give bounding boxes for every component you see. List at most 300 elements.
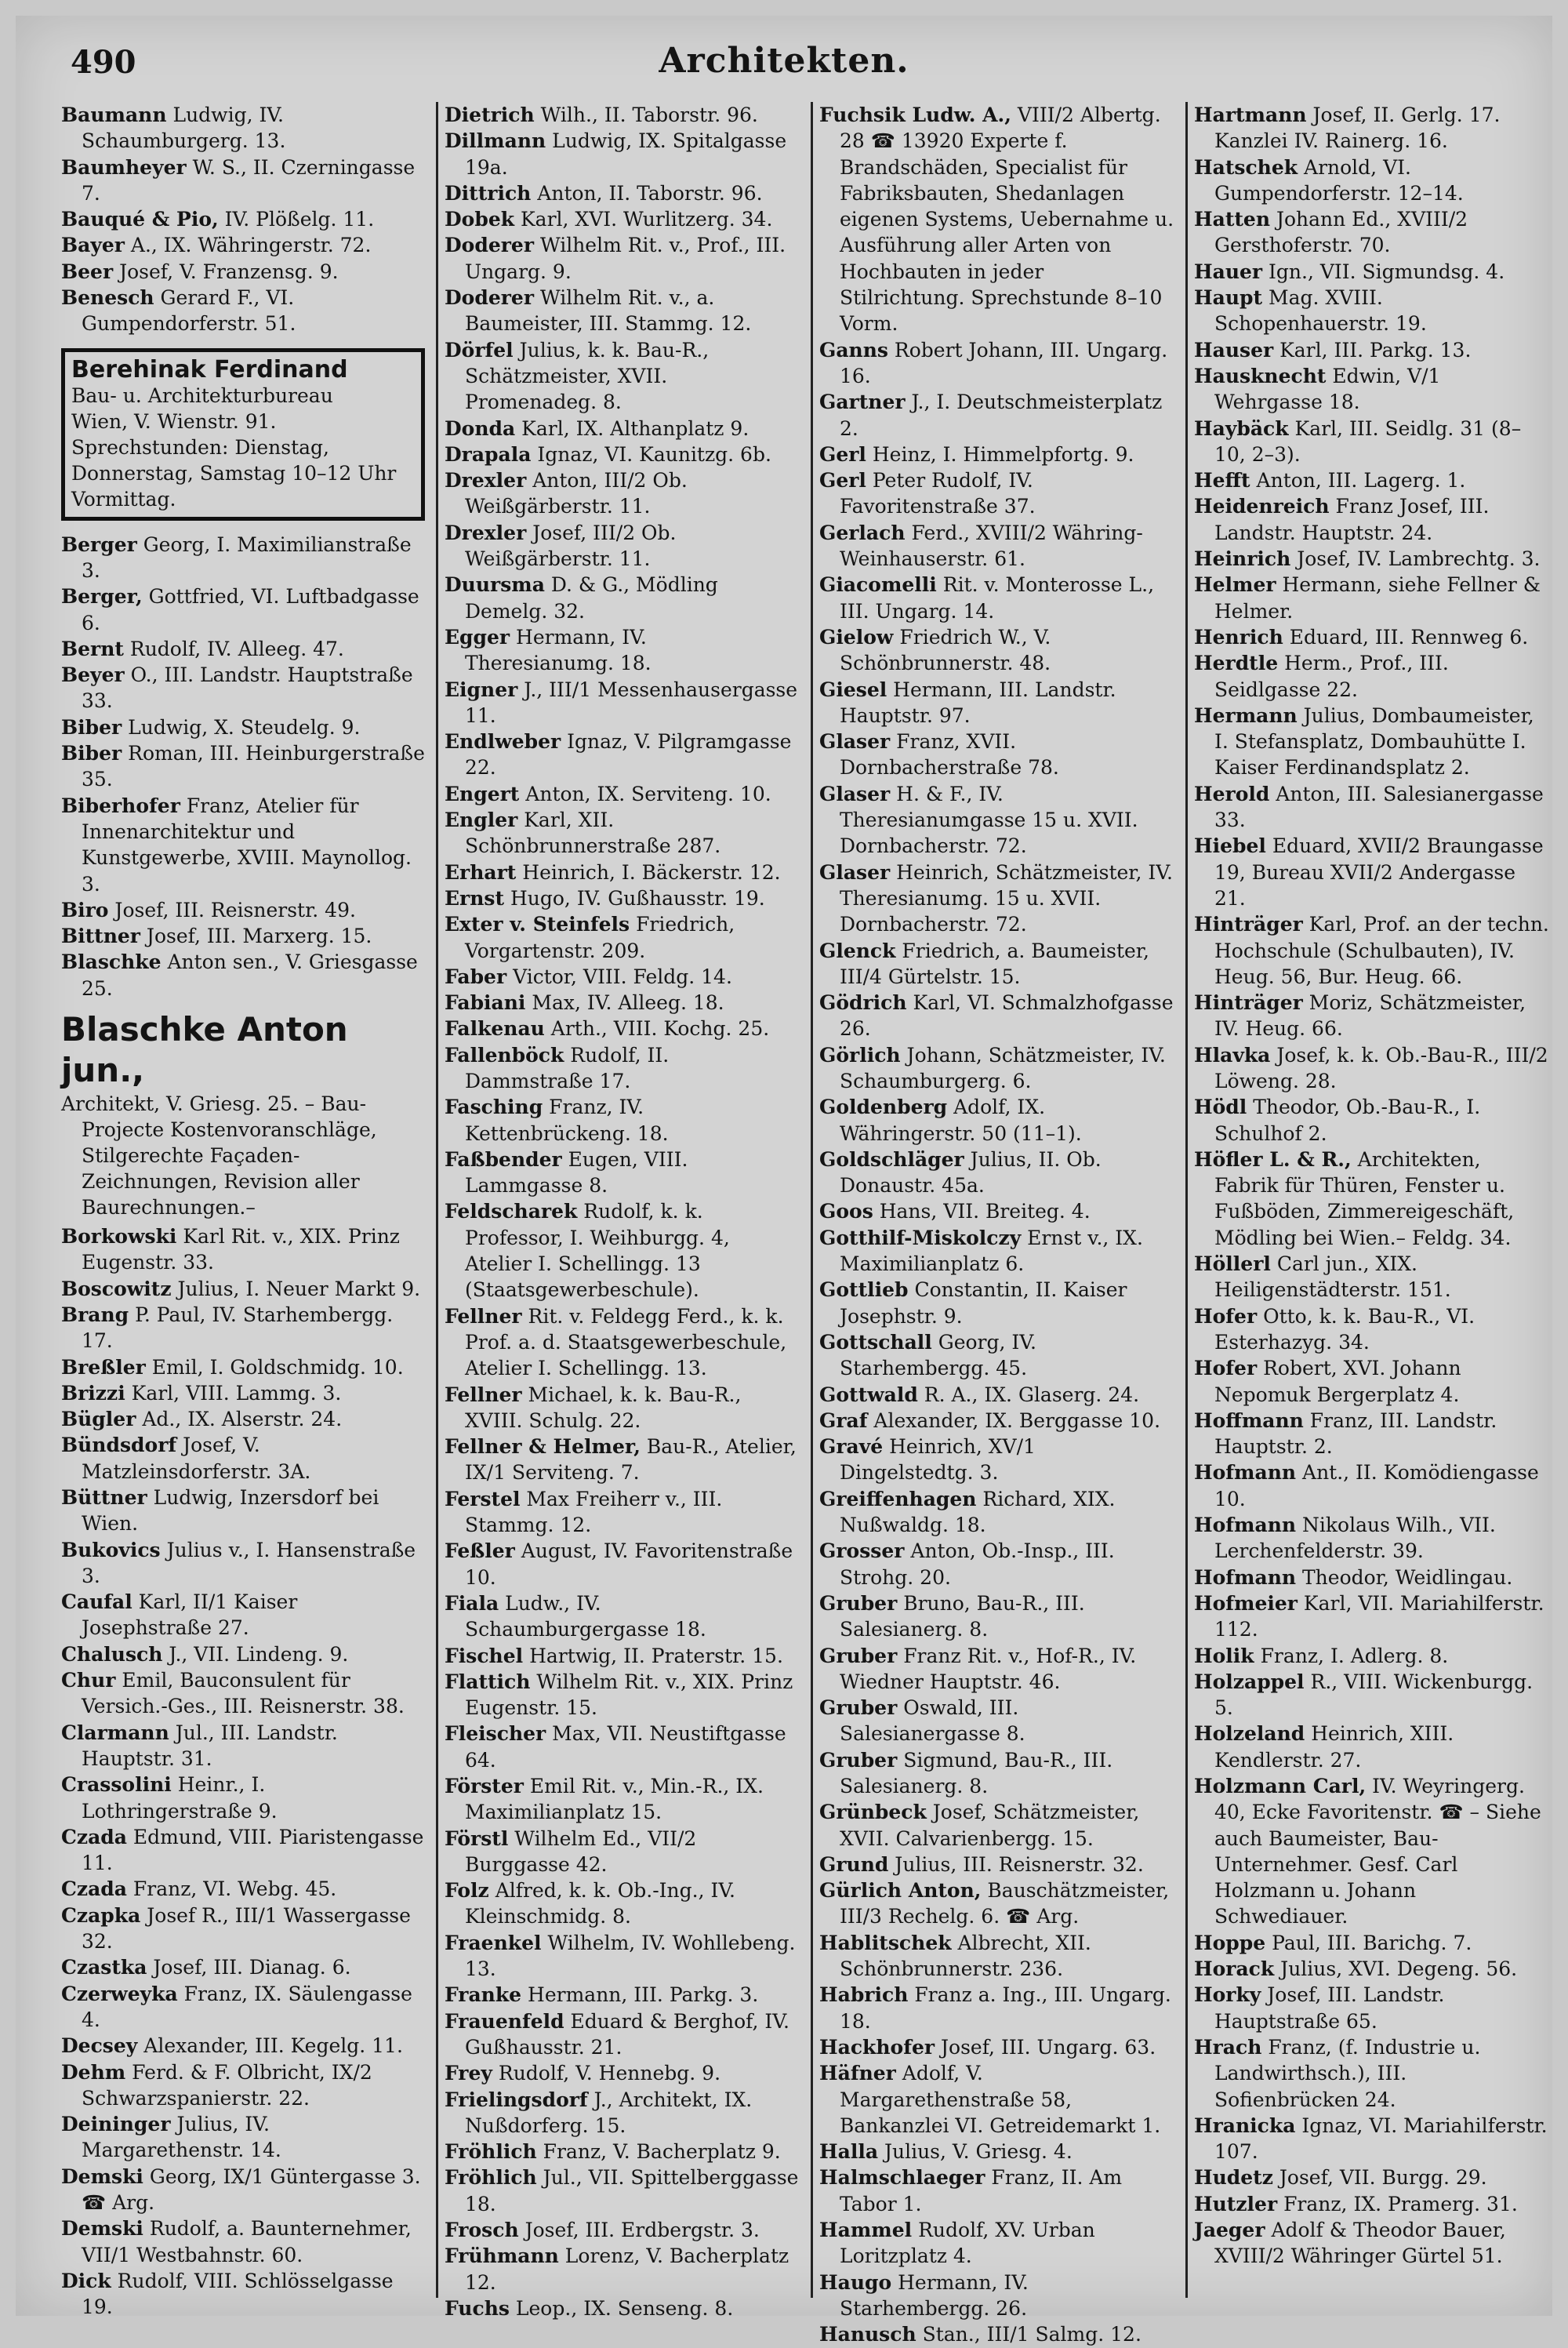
entry-details: Rit. v. Feldegg Ferd., k. k. Prof. a. d. Staatsgewerbeschule, Atelier I. Schellingg. 13.: [465, 1304, 787, 1380]
entry-details: Eduard & Berghof, IV. Gußhausstr. 21.: [465, 2009, 789, 2059]
entry-details: Karl, VII. Mariahilferstr. 112.: [1214, 1591, 1544, 1641]
directory-entry: [1194, 1408, 1549, 1460]
entry-details: Peter Rudolf, IV. Favoritenstraße 37.: [840, 469, 1036, 518]
entry-name: Holzappel: [1194, 1670, 1305, 1693]
ad-line: Bau- u. Architekturbureau: [71, 383, 333, 407]
entry-details: Anton, III. Salesianergasse 33.: [1214, 782, 1544, 832]
entry-details: Julius, XVI. Degeng. 56.: [1274, 1957, 1518, 1981]
entry-details: Ludwig, IX. Spitalgasse 19a.: [465, 129, 787, 179]
directory-entry: [1194, 102, 1549, 154]
directory-entry: [819, 938, 1174, 990]
directory-entry: [445, 1773, 800, 1826]
directory-entry: [819, 729, 1174, 781]
directory-entry: [445, 285, 800, 337]
directory-entry: [61, 636, 425, 662]
entry-name: Demski: [61, 2217, 143, 2241]
directory-entry: [61, 2033, 425, 2059]
entry-details: Franz, (f. Industrie u. Landwirthsch.), III. Sofienbrücken 24.: [1214, 2035, 1481, 2111]
directory-entry: [445, 572, 800, 624]
entry-name: Gottschall: [819, 1330, 932, 1354]
entry-details: Georg, IV. Starhembergg. 45.: [840, 1330, 1036, 1380]
directory-entry: [819, 389, 1174, 442]
directory-entry: [819, 520, 1174, 572]
directory-entry: [819, 1486, 1174, 1539]
entry-details: Gerard F., VI. Gumpendorferstr. 51.: [82, 286, 296, 336]
entry-details: Heinr., I. Lothringerstraße 9.: [82, 1773, 278, 1823]
entry-details: IV. Plößelg. 11.: [218, 208, 375, 231]
entry-details: IV. Weyringerg. 40, Ecke Favoritenstr. ☎ – Siehe auch Baumeister, Bau-Unternehmer. Gesf. Carl Holzmann u. Johann Schwediauer.: [1214, 1775, 1541, 1928]
entry-name: Franke: [445, 1983, 522, 2007]
entry-details: Karl, III. Seidlg. 31 (8–10, 2–3).: [1214, 416, 1522, 466]
entry-name: Fasching: [445, 1096, 543, 1119]
entry-name: Hlavka: [1194, 1043, 1271, 1067]
entry-name: Gotthilf-Miskolczy: [819, 1226, 1022, 1249]
entry-details: Wilhelm Rit. v., XIX. Prinz Eugenstr. 15.: [465, 1670, 793, 1720]
page-header: [47, 38, 1521, 85]
entry-details: Anton, III/2 Ob. Weißgärberstr. 11.: [465, 469, 688, 518]
directory-entry: [61, 1223, 425, 1276]
entry-details: Rudolf, a. Baunternehmer, VII/1 Westbahnstr. 60.: [82, 2217, 412, 2266]
entry-name: Blaschke: [61, 950, 162, 974]
entry-name: Fellner & Helmer,: [445, 1435, 641, 1459]
directory-entry: [445, 1042, 800, 1095]
directory-entry: [819, 467, 1174, 520]
directory-entry: [61, 1772, 425, 1824]
entry-name: Crassolini: [61, 1773, 172, 1797]
directory-entry: [1194, 1251, 1549, 1303]
entry-name: Doderer: [445, 286, 534, 310]
entry-details: Leop., IX. Senseng. 8.: [509, 2296, 734, 2320]
entry-name: Hofmeier: [1194, 1591, 1298, 1615]
entry-name: Bündsdorf: [61, 1434, 177, 1457]
entry-details: Constantin, II. Kaiser Josephstr. 9.: [840, 1278, 1127, 1328]
entry-details: Bauschätzmeister, III/3 Rechelg. 6. ☎ Arg.: [840, 1879, 1170, 1928]
entry-name: Dobek: [445, 208, 515, 231]
directory-entry: [819, 1408, 1174, 1434]
directory-entry: [61, 1432, 425, 1485]
entry-name: Gruber: [819, 1748, 898, 1772]
directory-entry: [1194, 337, 1549, 363]
entry-name: Doderer: [445, 234, 534, 257]
entry-name: Glenck: [819, 939, 896, 962]
entry-details: Heinrich, I. Bäckerstr. 12.: [516, 860, 781, 884]
entry-name: Czerweyka: [61, 1982, 178, 2005]
entry-details: Wilhelm, IV. Wohllebeng. 13.: [465, 1931, 796, 1981]
directory-entry: [819, 1747, 1174, 1800]
entry-details: Karl, Prof. an der techn. Hochschule (Schulbauten), IV. Heug. 56, Bur. Heug. 66.: [1214, 913, 1549, 988]
directory-entry: [445, 1930, 800, 1983]
directory-entry: [1194, 1982, 1549, 2034]
entry-details: Albrecht, XII. Schönbrunnerstr. 236.: [840, 1931, 1091, 1981]
directory-entry: [1194, 911, 1549, 990]
entry-details: Josef, V. Matzleinsdorferstr. 3A.: [82, 1434, 311, 1483]
entry-name: Benesch: [61, 286, 154, 310]
entry-name: Häfner: [819, 2062, 896, 2085]
directory-entry: [819, 2139, 1174, 2164]
directory-entry: [445, 180, 800, 206]
entry-details: Karl Rit. v., XIX. Prinz Eugenstr. 33.: [82, 1225, 400, 1274]
entry-details: Ferd. & F. Olbricht, IX/2 Schwarzspanierstr. 22.: [82, 2060, 372, 2110]
directory-entry: [819, 1877, 1174, 1930]
directory-entry: [61, 583, 425, 636]
entry-details: Otto, k. k. Bau-R., VI. Esterhazyg. 34.: [1214, 1304, 1475, 1354]
entry-name: Brizzi: [61, 1381, 125, 1405]
directory-entry: [445, 232, 800, 285]
directory-entry: [445, 1721, 800, 1773]
advertisement-entry: [61, 1009, 425, 1220]
directory-entry: [61, 1981, 425, 2034]
entry-name: Breßler: [61, 1355, 146, 1379]
entry-name: Frielingsdorf: [445, 2088, 588, 2111]
ad-description: Architekt, V. Griesg. 25. – Bau-Projecte Kostenvoranschläge, Stilgerechte Façaden-Zeichnungen, Revision aller Baurechnungen.–: [61, 1092, 377, 1219]
entry-details: Lorenz, V. Bacherplatz 12.: [465, 2244, 789, 2294]
entry-details: Michael, k. k. Bau-R., XVIII. Schulg. 22.: [465, 1383, 742, 1432]
entry-name: Gravé: [819, 1435, 884, 1459]
entry-name: Boscowitz: [61, 1277, 172, 1300]
entry-name: Ganns: [819, 338, 888, 362]
entry-name: Hutzler: [1194, 2192, 1278, 2215]
entry-details: Josef, k. k. Ob.-Bau-R., III/2 Löweng. 28.: [1214, 1043, 1548, 1092]
entry-details: Franz, XVII. Dornbacherstraße 78.: [840, 730, 1059, 780]
entry-details: Heinrich, XV/1 Dingelstedtg. 3.: [840, 1435, 1036, 1485]
directory-entry: [445, 1982, 800, 2008]
directory-entry: [1194, 2191, 1549, 2217]
entry-name: Borkowski: [61, 1225, 177, 1249]
entry-details: Franz, I. Adlerg. 8.: [1254, 1644, 1449, 1667]
entry-details: Julius, II. Ob. Donaustr. 45a.: [840, 1147, 1102, 1198]
directory-entry: [61, 532, 425, 584]
entry-details: Oswald, III. Salesianergasse 8.: [840, 1696, 1025, 1746]
entry-details: Josef R., III/1 Wassergasse 32.: [82, 1903, 411, 1954]
entry-name: Egger: [445, 625, 510, 649]
entry-name: Hrach: [1194, 2035, 1262, 2059]
entry-details: Josef, V. Franzensg. 9.: [113, 260, 339, 283]
directory-entry: [1194, 1930, 1549, 1956]
entry-name: Gottwald: [819, 1383, 918, 1406]
directory-entry: [61, 259, 425, 285]
entry-details: Alexander, III. Kegelg. 11.: [137, 2034, 403, 2058]
directory-entry: [445, 1643, 800, 1669]
directory-entry: [445, 1826, 800, 1878]
entry-details: Jul., III. Landstr. Hauptstr. 31.: [82, 1721, 338, 1770]
entry-details: Wilhelm Rit. v., a. Baumeister, III. Stammg. 12.: [465, 286, 752, 336]
directory-entry: [445, 1877, 800, 1930]
entry-name: Goos: [819, 1200, 873, 1223]
directory-entry: [1194, 1590, 1549, 1643]
entry-details: Karl, III. Parkg. 13.: [1273, 338, 1472, 362]
directory-entry: [445, 1094, 800, 1147]
entry-details: Ant., II. Komödiengasse 10.: [1214, 1461, 1539, 1510]
directory-entry: [61, 1485, 425, 1537]
entry-details: Anton, III. Lagerg. 1.: [1250, 469, 1466, 492]
entry-name: Duursma: [445, 573, 545, 597]
entry-name: Hablitschek: [819, 1931, 952, 1954]
entry-details: R. A., IX. Glaserg. 24.: [917, 1383, 1140, 1406]
directory-entry: [1194, 1773, 1549, 1930]
entry-name: Hefft: [1194, 469, 1250, 492]
entry-name: Hudetz: [1194, 2166, 1273, 2190]
directory-entry: [819, 1329, 1174, 1382]
ad-firm-name: Berehinak Ferdinand: [71, 355, 348, 383]
directory-entry: [445, 781, 800, 807]
entry-details: J., III/1 Messenhausergasse 11.: [465, 678, 798, 727]
entry-details: Anton, IX. Serviteng. 10.: [519, 782, 771, 805]
entry-name: Feßler: [445, 1539, 515, 1563]
directory-entry: [1194, 833, 1549, 911]
page-number: 490: [71, 44, 136, 81]
directory-entry: [445, 2060, 800, 2086]
entry-details: Nikolaus Wilh., VII. Lerchenfelderstr. 39.: [1214, 1514, 1496, 1563]
entry-details: Josef, III. Erdbergstr. 3.: [518, 2219, 760, 2242]
directory-entry: [1194, 1956, 1549, 1982]
directory-entry: [1194, 416, 1549, 468]
entry-name: Beyer: [61, 663, 125, 687]
directory-entry: [1194, 1094, 1549, 1147]
directory-entry: [1194, 1565, 1549, 1590]
directory-entry: [1194, 1147, 1549, 1251]
entry-name: Donda: [445, 416, 516, 440]
directory-entry: [819, 442, 1174, 467]
entry-name: Görlich: [819, 1043, 901, 1067]
entry-details: Georg, I. Maximilianstraße 3.: [82, 532, 412, 582]
directory-entry: [61, 1667, 425, 1720]
entry-details: Anton, II. Taborstr. 96.: [531, 181, 763, 205]
entry-details: Roman, III. Heinburgerstraße 35.: [82, 742, 425, 791]
entry-name: Fuchsik Ludw. A.,: [819, 104, 1011, 126]
directory-entry: [445, 337, 800, 416]
entry-name: Erhart: [445, 860, 517, 884]
entry-details: Ludwig, Inzersdorf bei Wien.: [82, 1485, 379, 1536]
directory-entry: [1194, 572, 1549, 624]
directory-entry: [819, 1695, 1174, 1747]
entry-details: Karl, VIII. Lammg. 3.: [125, 1381, 342, 1405]
entry-name: Hausknecht: [1194, 364, 1327, 387]
entry-details: Rudolf, XV. Urban Loritzplatz 4.: [840, 2219, 1095, 2268]
entry-details: Emil, I. Goldschmidg. 10.: [145, 1355, 404, 1379]
directory-entry: [1194, 1459, 1549, 1512]
directory-entry: [61, 285, 425, 337]
directory-entry: [61, 949, 425, 1001]
entry-details: Anton sen., V. Griesgasse 25.: [82, 950, 418, 1000]
directory-entry: [819, 2034, 1174, 2060]
entry-name: Dillmann: [445, 129, 546, 153]
ad-firm-name: Blaschke Anton jun.,: [61, 1010, 348, 1090]
directory-entry: [445, 860, 800, 885]
directory-entry: [61, 1589, 425, 1641]
entry-details: Josef, III. Dianag. 6.: [147, 1956, 351, 1979]
directory-entry: [819, 337, 1174, 390]
entry-details: Karl, II/1 Kaiser Josephstraße 27.: [82, 1590, 298, 1640]
directory-entry: [819, 572, 1174, 624]
entry-name: Gödrich: [819, 991, 907, 1015]
directory-entry: [1194, 1669, 1549, 1721]
directory-entry: [61, 2164, 425, 2216]
entry-name: Graf: [819, 1408, 868, 1432]
entry-details: Josef, III/2 Ob. Weißgärberstr. 11.: [465, 521, 677, 571]
entry-details: Hugo, IV. Gußhausstr. 19.: [504, 886, 765, 910]
column-4: [1185, 102, 1555, 2298]
directory-entry: [61, 714, 425, 740]
entry-details: Hermann, III. Parkg. 3.: [521, 1983, 759, 2007]
directory-entry: [819, 1982, 1174, 2034]
entry-name: Ernst: [445, 886, 505, 910]
directory-entry: [819, 1643, 1174, 1696]
directory-entry: [445, 2243, 800, 2295]
directory-entry: [1194, 363, 1549, 416]
entry-details: Stan., III/1 Salmg. 12.: [916, 2323, 1142, 2346]
entry-name: Deininger: [61, 2113, 171, 2136]
entry-name: Gruber: [819, 1696, 898, 1720]
directory-entry: [819, 860, 1174, 938]
entry-name: Hofer: [1194, 1357, 1258, 1380]
entry-details: Ignaz, VI. Mariahilferstr. 107.: [1214, 2114, 1548, 2164]
directory-entry: [61, 1276, 425, 1302]
directory-entry: [1194, 781, 1549, 834]
entry-details: Josef, III. Ungarg. 63.: [935, 2035, 1156, 2059]
entry-details: Herm., Prof., III. Seidlgasse 22.: [1214, 652, 1449, 701]
entry-name: Herold: [1194, 782, 1270, 805]
entry-name: Hödl: [1194, 1096, 1247, 1119]
directory-entry: [445, 990, 800, 1016]
directory-entry: [1194, 990, 1549, 1042]
entry-details: R., VIII. Wickenburgg. 5.: [1214, 1670, 1534, 1720]
entry-details: Karl, XII. Schönbrunnerstraße 287.: [465, 809, 721, 858]
entry-name: Henrich: [1194, 625, 1283, 649]
entry-details: Hermann, III. Landstr. Hauptstr. 97.: [840, 678, 1116, 727]
entry-name: Fiala: [445, 1591, 499, 1615]
entry-details: Eduard, XVII/2 Braungasse 19, Bureau XVII/2 Andergasse 21.: [1214, 834, 1544, 910]
entry-details: Franz, IV. Kettenbrückeng. 18.: [465, 1096, 669, 1145]
directory-entry: [61, 1380, 425, 1406]
entry-name: Hofmann: [1194, 1565, 1297, 1589]
entry-name: Herdtle: [1194, 652, 1279, 675]
entry-name: Czapka: [61, 1903, 141, 1927]
entry-name: Bukovics: [61, 1538, 161, 1561]
entry-details: D. & G., Mödling Demelg. 32.: [465, 573, 718, 623]
directory-entry: [1194, 1042, 1549, 1095]
entry-details: Franz, IX. Pramerg. 31.: [1277, 2192, 1518, 2215]
entry-details: Heinrich, Schätzmeister, IV. Theresianumg. 15 u. XVII. Dornbacherstr. 72.: [840, 860, 1173, 936]
entry-name: Gottlieb: [819, 1278, 909, 1302]
entry-name: Hatschek: [1194, 155, 1298, 179]
directory-entry: [61, 1641, 425, 1667]
entry-name: Baumheyer: [61, 155, 187, 179]
entry-name: Holzmann Carl,: [1194, 1775, 1367, 1797]
entry-name: Heinrich: [1194, 547, 1291, 571]
entry-details: VIII/2 Albertg. 28 ☎ 13920 Experte f. Brandschäden, Specialist für Fabriksbauten, Shedanlagen eigenen Systems, Uebernahme u. Ausführung aller Arten von Hochbauten in jeder Stilrichtung. Sprechstunde 8–10 Vorm.: [840, 104, 1174, 336]
directory-entry: [1194, 467, 1549, 493]
entry-details: Gottfried, VI. Luftbadgasse 6.: [82, 585, 419, 634]
entry-details: Hermann, IV. Theresianumg. 18.: [465, 625, 652, 675]
entry-name: Hofer: [1194, 1304, 1258, 1328]
entry-name: Heidenreich: [1194, 495, 1330, 518]
directory-page: [16, 16, 1552, 2346]
entry-name: Chalusch: [61, 1642, 163, 1666]
directory-entry: [61, 1954, 425, 1980]
entry-name: Decsey: [61, 2034, 138, 2058]
entry-details: Franz, II. Am Tabor 1.: [840, 2166, 1123, 2215]
directory-entry: [61, 793, 425, 897]
directory-entry: [61, 662, 425, 714]
directory-entry: [1194, 1512, 1549, 1565]
entry-details: Rudolf, V. Hennebg. 9.: [492, 2062, 721, 2085]
directory-entry: [819, 1538, 1174, 1590]
entry-name: Hauer: [1194, 260, 1263, 283]
entry-name: Hoffmann: [1194, 1408, 1304, 1432]
directory-entry: [445, 1669, 800, 1721]
entry-details: Johann, Schätzmeister, IV. Schaumburgerg. 6.: [840, 1043, 1166, 1092]
directory-entry: [445, 2295, 800, 2321]
directory-entry: [819, 1094, 1174, 1147]
entry-details: Julius, k. k. Bau-R., Schätzmeister, XVII. Promenadeg. 8.: [465, 338, 710, 414]
entry-details: Ignaz, V. Pilgramgasse 22.: [465, 730, 792, 780]
directory-entry: [61, 2111, 425, 2164]
entry-name: Hoppe: [1194, 1931, 1266, 1954]
entry-details: Rudolf, II. Dammstraße 17.: [465, 1043, 670, 1092]
entry-name: Hammel: [819, 2219, 913, 2242]
entry-details: Jul., VII. Spittelberggasse 18.: [465, 2166, 799, 2215]
entry-name: Hanusch: [819, 2323, 916, 2346]
directory-entry: [445, 2164, 800, 2217]
entry-name: Baumann: [61, 104, 167, 126]
directory-entry: [61, 1354, 425, 1380]
directory-entry: [61, 2215, 425, 2268]
entry-name: Dietrich: [445, 104, 535, 126]
entry-details: Heinrich, XIII. Kendlerstr. 27.: [1214, 1722, 1454, 1772]
entry-details: Josef, III. Landstr. Hauptstraße 65.: [1214, 1983, 1445, 2033]
entry-name: Giesel: [819, 678, 887, 701]
directory-entry: [61, 1537, 425, 1590]
directory-entry: [1194, 624, 1549, 650]
entry-name: Frauenfeld: [445, 2009, 564, 2033]
directory-entry: [1194, 1303, 1549, 1356]
directory-entry: [445, 624, 800, 677]
entry-details: Eugen, VIII. Lammgasse 8.: [465, 1147, 688, 1198]
entry-details: Karl, XVI. Wurlitzerg. 34.: [514, 208, 773, 231]
entry-name: Haupt: [1194, 286, 1263, 310]
entry-name: Falkenau: [445, 1017, 545, 1041]
entry-name: Gerl: [819, 469, 866, 492]
directory-entry: [819, 1590, 1174, 1643]
directory-entry: [445, 677, 800, 729]
directory-entry: [61, 1876, 425, 1902]
directory-entry: [61, 1824, 425, 1877]
entry-name: Demski: [61, 2164, 143, 2188]
entry-name: Gerlach: [819, 521, 906, 544]
entry-name: Bauqué & Pio,: [61, 208, 219, 231]
entry-details: Arth., VIII. Kochg. 25.: [544, 1017, 770, 1041]
entry-details: Friedrich, Vorgartenstr. 209.: [465, 913, 735, 962]
directory-entry: [445, 964, 800, 990]
directory-entry: [819, 1277, 1174, 1329]
entry-name: Chur: [61, 1669, 116, 1692]
directory-entry: [819, 2321, 1174, 2347]
directory-entry: [445, 1198, 800, 1303]
entry-name: Förstl: [445, 1826, 509, 1850]
entry-name: Gruber: [819, 1591, 898, 1615]
entry-details: Wilhelm Ed., VII/2 Burggasse 42.: [465, 1826, 697, 1876]
directory-entry: [61, 2059, 425, 2112]
entry-details: Julius, Dombaumeister, I. Stefansplatz, Dombauhütte I. Kaiser Ferdinandsplatz 2.: [1214, 703, 1534, 780]
ad-line: Sprechstunden: Dienstag, Donnerstag, Samstag 10–12 Uhr Vormittag.: [71, 435, 397, 511]
entry-name: Grund: [819, 1852, 889, 1876]
entry-name: Caufal: [61, 1590, 132, 1614]
entry-name: Hiebel: [1194, 834, 1266, 858]
entry-name: Fuchs: [445, 2296, 510, 2320]
entry-details: Max, VII. Neustiftgasse 64.: [465, 1722, 786, 1772]
directory-entry: [819, 1382, 1174, 1408]
entry-name: Greiffenhagen: [819, 1487, 977, 1510]
